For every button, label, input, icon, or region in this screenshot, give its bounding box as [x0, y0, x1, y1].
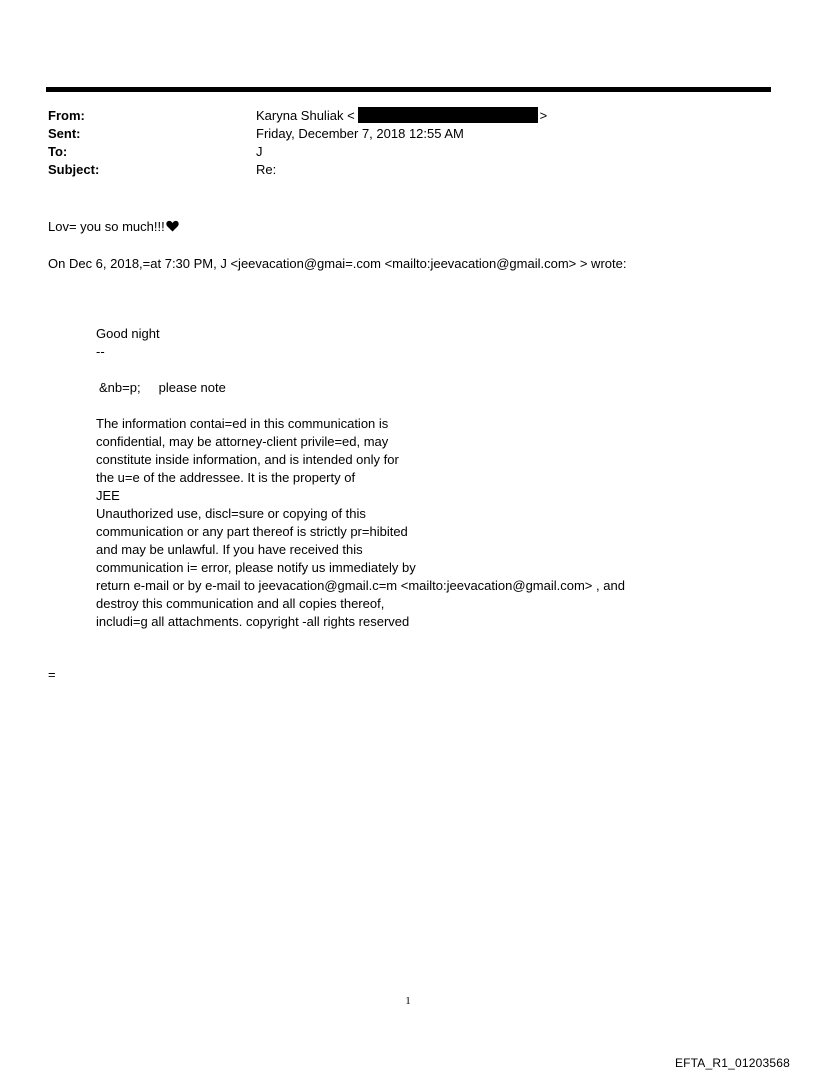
- disclaimer-line: the u=e of the addressee. It is the property of: [96, 470, 356, 485]
- signature-dashes: --: [96, 344, 105, 359]
- disclaimer-line: communication i= error, please notify us immediately by: [96, 560, 416, 575]
- good-night-line: Good night: [96, 326, 160, 341]
- disclaimer-line: includi=g all attachments. copyright -all rights reserved: [96, 614, 410, 629]
- disclaimer-line: communication or any part thereof is strictly pr=hibited: [96, 524, 408, 539]
- subject-label: Subject:: [48, 162, 100, 177]
- to-value: J: [256, 144, 263, 159]
- disclaimer-line: and may be unlawful. If you have received this: [96, 542, 363, 557]
- from-close-bracket: >: [539, 108, 548, 123]
- disclaimer-line: return e-mail or by e-mail to jeevacation@gmail.c=m <mailto:jeevacation@gmail.com> , and: [96, 578, 625, 593]
- sent-label: Sent:: [48, 126, 81, 141]
- disclaimer-line: JEE: [96, 488, 120, 503]
- disclaimer-line: The information contai=ed in this communication is: [96, 416, 389, 431]
- document-id: EFTA_R1_01203568: [674, 1056, 790, 1070]
- reply-line: [48, 218, 179, 237]
- from-label: From:: [48, 108, 85, 123]
- from-value: [256, 107, 547, 125]
- sent-value: Friday, December 7, 2018 12:55 AM: [256, 126, 464, 141]
- from-open-bracket: <: [347, 108, 355, 123]
- disclaimer-line: constitute inside information, and is intended only for: [96, 452, 399, 467]
- quote-intro: On Dec 6, 2018,=at 7:30 PM, J <jeevacation@gmai=.com <mailto:jeevacation@gmail.com> > wrote:: [48, 256, 627, 271]
- page-number: 1: [405, 995, 411, 1007]
- disclaimer-line: confidential, may be attorney-client privile=ed, may: [96, 434, 389, 449]
- redaction-box: [358, 107, 538, 123]
- please-note-line: &nb=p; please note: [99, 380, 226, 395]
- disclaimer-line: Unauthorized use, discl=sure or copying of this: [96, 506, 366, 521]
- header-rule: [46, 87, 771, 92]
- sender-name: Karyna Shuliak: [256, 108, 344, 123]
- heart-icon: [166, 219, 179, 237]
- disclaimer-line: destroy this communication and all copies thereof,: [96, 596, 385, 611]
- trailing-equals: =: [48, 667, 56, 682]
- reply-text: Lov= you so much!!!: [48, 219, 165, 234]
- subject-value: Re:: [256, 162, 277, 177]
- to-label: To:: [48, 144, 68, 159]
